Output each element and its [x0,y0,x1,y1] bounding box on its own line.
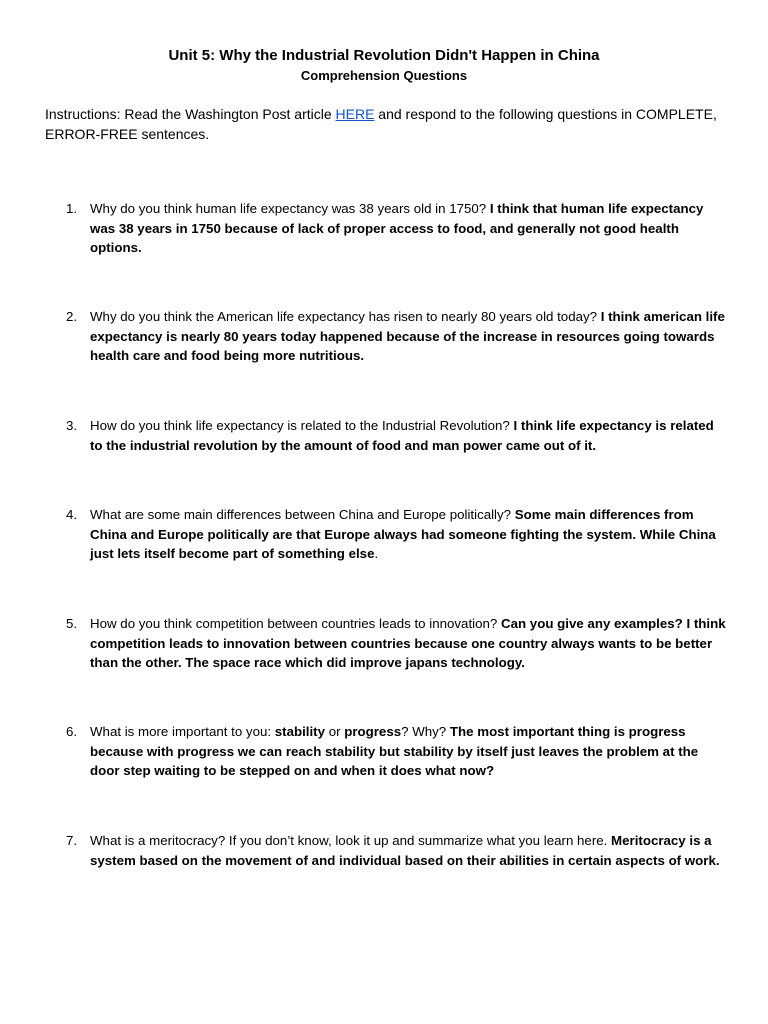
answer-text: Meritocracy is a system based on the movement of and individual based on their abilities in certain aspects of work. [90,833,720,868]
question-number: 7. [66,833,78,848]
question-number: 1. [66,201,78,216]
question-item-2 [66,307,726,366]
answer-text: I think american life expectancy is nearly 80 years today happened because of the increase in resources going towards health care and food being more nutritious. [90,309,725,363]
instructions-text-before: Instructions: Read the Washington Post article [45,106,336,122]
question-item-5 [66,614,726,673]
question-text: Why do you think the American life expectancy has risen to nearly 80 years old today? [90,309,601,324]
question-number: 3. [66,418,78,433]
question-text-part2: or [325,724,345,739]
document-title: Unit 5: Why the Industrial Revolution Didn't Happen in China [168,47,600,64]
instructions-text-after: and respond to the following questions in COMPLETE, ERROR-FREE sentences. [45,106,717,142]
question-item-6 [66,722,726,781]
question-text: What are some main differences between China and Europe politically? [90,507,515,522]
question-text: What is a meritocracy? If you don’t know, look it up and summarize what you learn here. [90,833,612,848]
question-number: 4. [66,507,78,522]
question-text: How do you think life expectancy is related to the Industrial Revolution? [90,418,514,433]
question-number: 6. [66,724,78,739]
question-text-part3: ? Why? [401,724,450,739]
question-item-3 [66,416,726,455]
answer-text: Can you give any examples? I think competition leads to innovation between countries because one country always wants to be better than the other. The space race which did improve japans technology. [90,616,726,670]
article-link[interactable]: HERE [335,106,375,122]
answer-text: I think that human life expectancy was 38 years in 1750 because of lack of proper access to food, and generally not good health options. [90,201,704,255]
question-number: 2. [66,309,78,324]
question-number: 5. [66,616,78,631]
instructions-paragraph [45,105,725,144]
question-text: Why do you think human life expectancy was 38 years old in 1750? [90,201,490,216]
question-keyword-stability: stability [274,724,325,739]
document-subtitle: Comprehension Questions [300,68,468,83]
question-keyword-progress: progress [344,724,402,739]
question-text: How do you think competition between countries leads to innovation? [90,616,501,631]
answer-text: Some main differences from China and Europe politically are that Europe always had someone fighting the system. While China just lets itself become part of something else [90,507,716,561]
question-item-7 [66,831,726,870]
answer-trailing-period: . [374,546,379,561]
question-text-part1: What is more important to you: [90,724,275,739]
answer-text: I think life expectancy is related to the industrial revolution by the amount of food and man power came out of it. [90,418,714,453]
question-item-1 [66,199,726,258]
answer-text: The most important thing is progress because with progress we can reach stability but stability by itself just leaves the problem at the door step waiting to be stepped on and when it does what now? [90,724,699,778]
question-item-4 [66,505,726,564]
